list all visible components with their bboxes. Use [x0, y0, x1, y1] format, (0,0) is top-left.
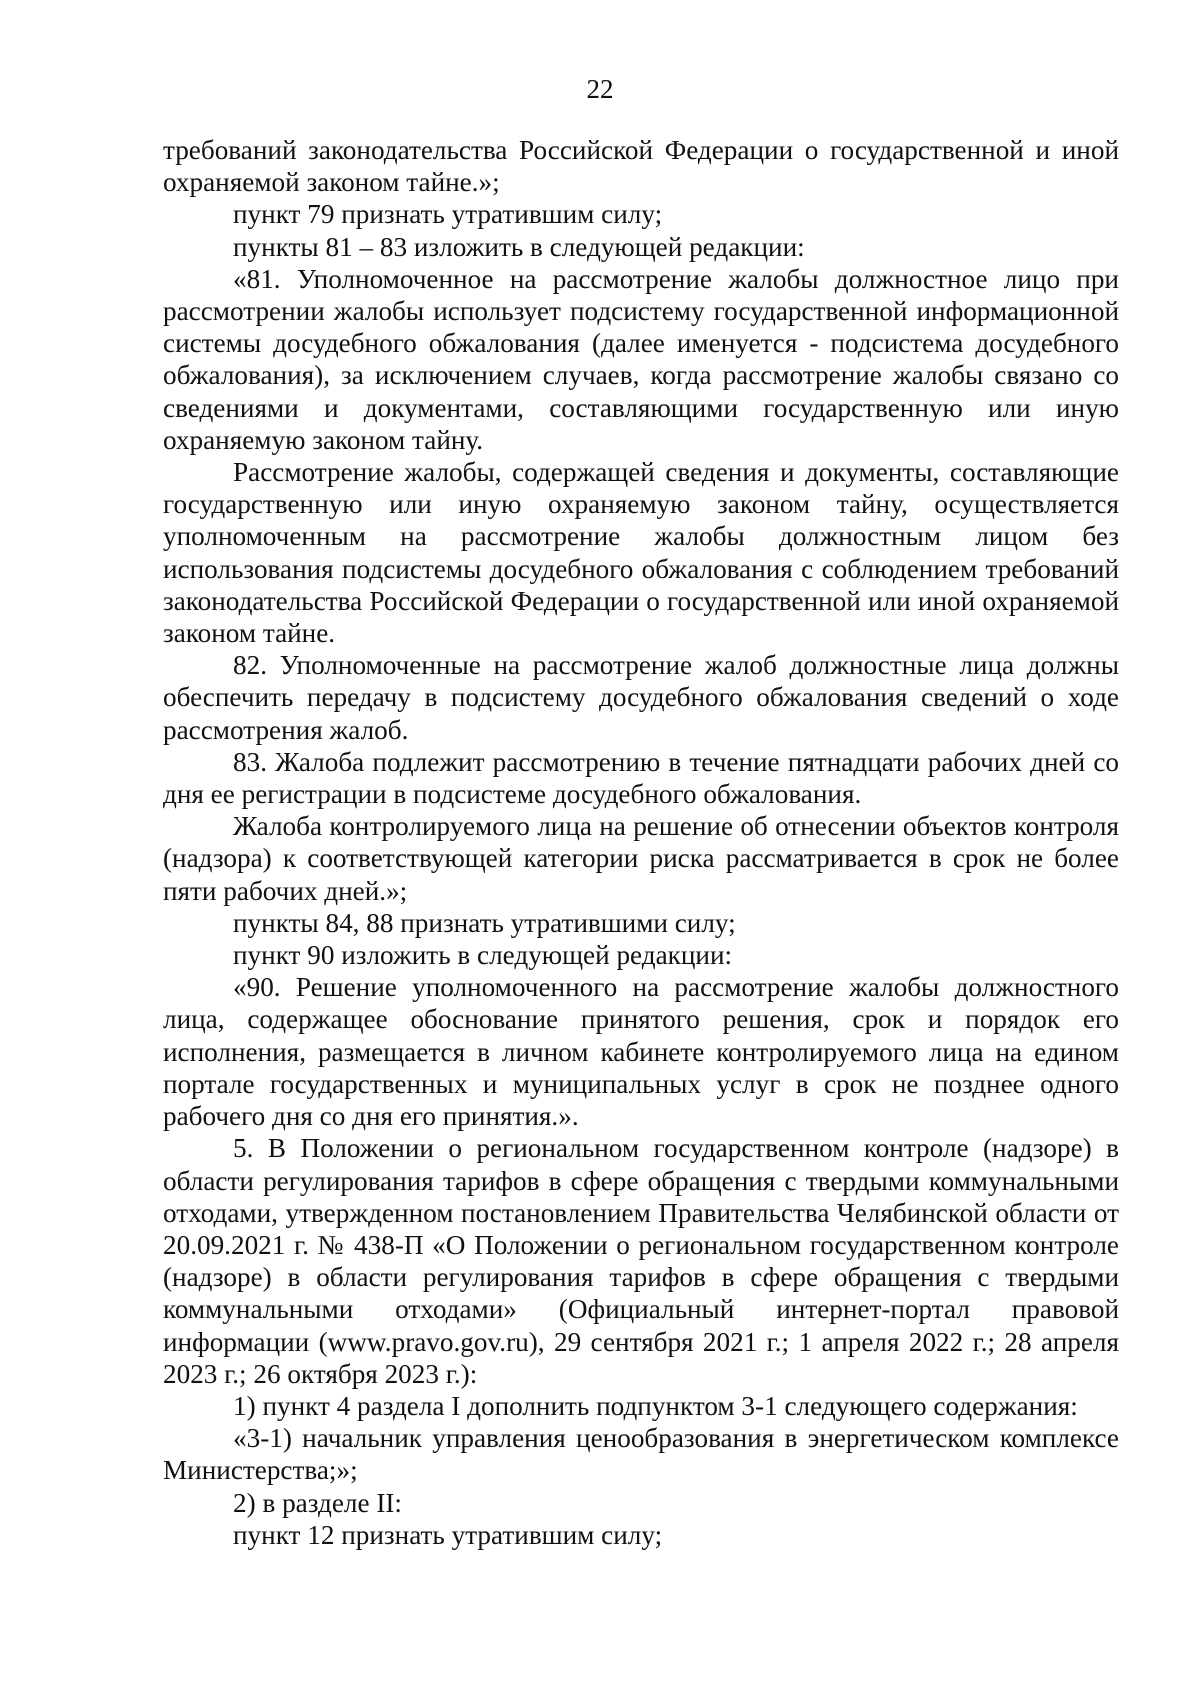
- paragraph-risk-category-complaint: Жалоба контролируемого лица на решение об отнесении объектов контроля (надзора) к соответствующей категории риска рассматривается в срок не более пяти рабочих дней.»;: [163, 811, 1119, 906]
- paragraph-clause-12: пункт 12 признать утратившим силу;: [233, 1519, 663, 1550]
- paragraph-clauses-81-83-intro: пункты 81 – 83 изложить в следующей редакции:: [233, 231, 805, 262]
- paragraph-clause-90-intro: пункт 90 изложить в следующей редакции:: [233, 940, 733, 971]
- paragraph-clause-79: пункт 79 признать утратившим силу;: [233, 199, 663, 230]
- paragraph-clause-82: 82. Уполномоченные на рассмотрение жалоб должностные лица должны обеспечить передачу в подсистему досудебного обжалования сведений о ходе рассмотрения жалоб.: [163, 650, 1119, 745]
- paragraph-continuation: требований законодательства Российской Федерации о государственной и иной охраняемой законом тайне.»;: [163, 135, 1119, 198]
- document-body: [163, 134, 1119, 1551]
- paragraph-clauses-84-88: пункты 84, 88 признать утратившими силу;: [233, 907, 736, 938]
- paragraph-item-2: 2) в разделе II:: [233, 1487, 402, 1518]
- paragraph-clause-81: «81. Уполномоченное на рассмотрение жалобы должностное лицо при рассмотрении жалобы использует подсистему государственной информационной системы досудебного обжалования (далее именуется - подсистема досудебного обжалования), за исключением случаев, когда рассмотрение жалобы связано со сведениями и документами, составляющими государственную или иную охраняемую законом тайну.: [163, 263, 1119, 455]
- paragraph-classified-complaint: Рассмотрение жалобы, содержащей сведения и документы, составляющие государственную или иную охраняемую законом тайну, осуществляется уполномоченным на рассмотрение жалобы должностным лицом без использования подсистемы досудебного обжалования с соблюдением требований законодательства Российской Федерации о государственной или иной охраняемой законом тайне.: [163, 457, 1119, 649]
- page-number: 22: [586, 74, 614, 104]
- paragraph-subitem-3-1: «3-1) начальник управления ценообразования в энергетическом комплексе Министерства;»;: [163, 1423, 1119, 1486]
- paragraph-section-5: 5. В Положении о региональном государственном контроле (надзоре) в области регулирования тарифов в сфере обращения с твердыми коммунальными отходами, утвержденном постановлением Правительства Челябинской области от 20.09.2021 г. № 438-П «О Положении о региональном государственном контроле (надзоре) в области регулирования тарифов в сфере обращения с твердыми коммунальными отходами» (Официальный интернет-портал правовой информации (www.pravo.gov.ru), 29 сентября 2021 г.; 1 апреля 2022 г.; 28 апреля 2023 г.; 26 октября 2023 г.):: [163, 1133, 1119, 1389]
- paragraph-clause-90: «90. Решение уполномоченного на рассмотрение жалобы должностного лица, содержащее обоснование принятого решения, срок и порядок его исполнения, размещается в личном кабинете контролируемого лица на едином портале государственных и муниципальных услуг в срок не позднее одного рабочего дня со дня его принятия.».: [163, 972, 1119, 1132]
- paragraph-clause-83: 83. Жалоба подлежит рассмотрению в течение пятнадцати рабочих дней со дня ее регистрации в подсистеме досудебного обжалования.: [163, 746, 1119, 810]
- paragraph-item-1: 1) пункт 4 раздела I дополнить подпунктом 3-1 следующего содержания:: [233, 1390, 1078, 1421]
